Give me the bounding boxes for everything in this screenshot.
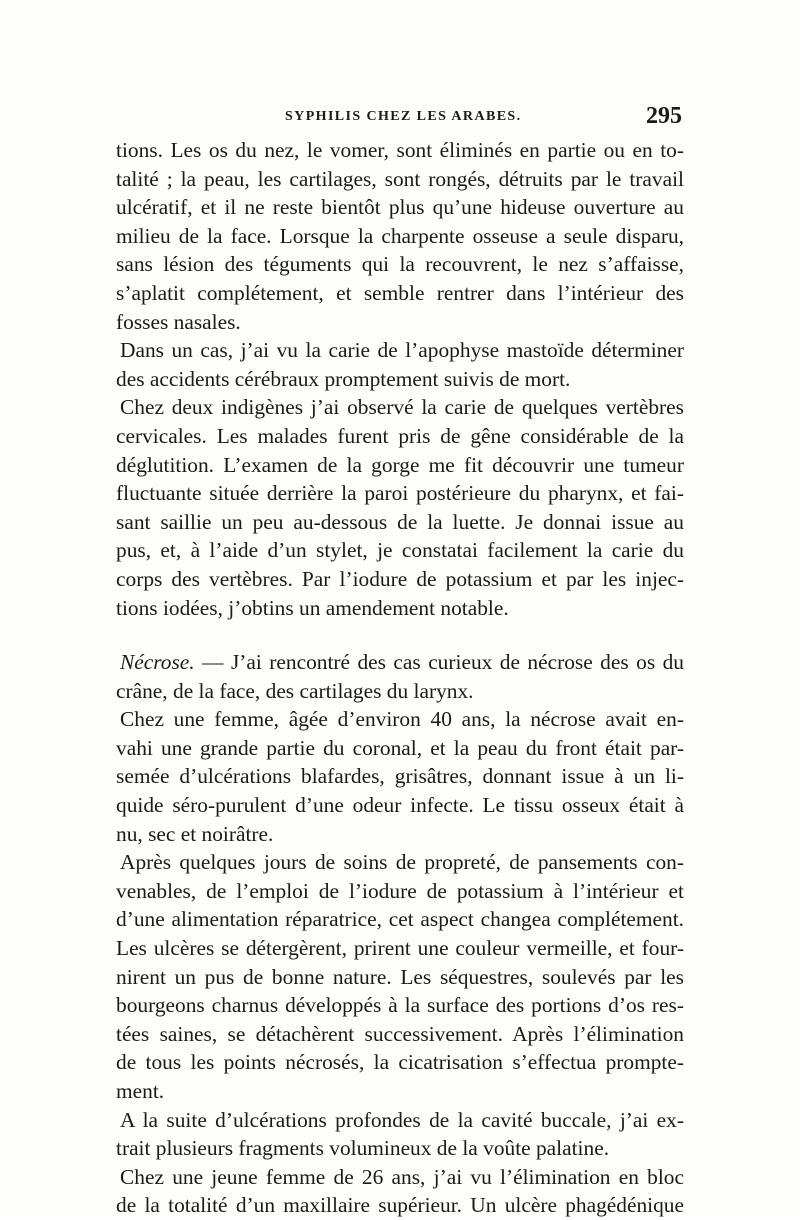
paragraph: [116, 336, 684, 393]
section-lead: Nécrose.: [120, 650, 195, 675]
text-line: de tous les points nécrosés, la cicatrisation s’effectua prompte-: [116, 1050, 684, 1075]
paragraph: [116, 848, 684, 1105]
text-line: quide séro-purulent d’une odeur infecte. Le tissu osseux était à: [116, 793, 684, 818]
text-line: sant saillie un peu au-dessous de la luette. Je donnai issue au: [116, 509, 684, 534]
text-line: bourgeons charnus développés à la surface des portions d’os res-: [116, 993, 684, 1018]
text-line: corps des vertèbres. Par l’iodure de potassium et par les injec-: [116, 566, 684, 591]
paragraph: [116, 1106, 684, 1163]
text-line: venables, de l’emploi de l’iodure de potassium à l’intérieur et: [116, 878, 684, 903]
text-line: déglutition. L’examen de la gorge me fit découvrir une tumeur: [116, 452, 684, 477]
text-line: fosses nasales.: [116, 309, 241, 334]
text-line: crâne, de la face, des cartilages du larynx.: [116, 678, 474, 703]
text-line: trait plusieurs fragments volumineux de la voûte palatine.: [116, 1136, 610, 1161]
paragraph: [116, 1163, 684, 1220]
paragraph: [116, 648, 684, 705]
text-line: tées saines, se détachèrent successivement. Après l’élimination: [116, 1021, 684, 1046]
text-line: pus, et, à l’aide d’un stylet, je constatai facilement la carie du: [116, 538, 684, 563]
text-line: ment.: [116, 1079, 165, 1103]
text-line: [116, 648, 684, 677]
text-line: sans lésion des téguments qui la recouvrent, le nez s’affaisse,: [116, 252, 684, 277]
paragraph: [116, 136, 684, 336]
text-line: ulcératif, et il ne reste bientôt plus qu’une hideuse ouverture au: [116, 195, 684, 220]
text-line: fluctuante située derrière la paroi postérieure du pharynx, et fai-: [116, 481, 684, 506]
text-line: Après quelques jours de soins de propreté, de pansements con-: [120, 850, 684, 875]
text-line: vahi une grande partie du coronal, et la peau du front était par-: [116, 735, 684, 760]
text-line: Chez deux indigènes j’ai observé la carie de quelques vertèbres: [120, 395, 684, 420]
text-line: Chez une jeune femme de 26 ans, j’ai vu l’élimination en bloc: [120, 1164, 684, 1189]
text-line: d’une alimentation réparatrice, cet aspect changea complétement.: [116, 907, 684, 932]
text-line: cervicales. Les malades furent pris de gêne considérable de la: [116, 423, 684, 448]
text-line: Les ulcères se détergèrent, prirent une couleur vermeille, et four-: [116, 936, 684, 961]
text-line: talité ; la peau, les cartilages, sont rongés, détruits par le travail: [116, 166, 684, 191]
text-line: des accidents cérébraux promptement suivis de mort.: [116, 366, 571, 391]
text-line: nirent un pus de bonne nature. Les séquestres, soulevés par les: [116, 964, 684, 989]
body-text: [116, 136, 684, 1220]
section-gap: [116, 622, 684, 648]
text-span: — J’ai rencontré des cas curieux de nécrose des os du: [194, 650, 684, 675]
text-line: tions iodées, j’obtins un amendement notable.: [116, 595, 509, 620]
text-line: Chez une femme, âgée d’environ 40 ans, la nécrose avait en-: [120, 707, 684, 732]
page-number: 295: [646, 103, 682, 129]
paragraph: [116, 393, 684, 622]
text-line: A la suite d’ulcérations profondes de la cavité buccale, j’ai ex-: [120, 1107, 684, 1132]
paragraph: [116, 705, 684, 848]
text-line: tions. Les os du nez, le vomer, sont éliminés en partie ou en to-: [116, 138, 684, 162]
text-line: s’aplatit complétement, et semble rentrer dans l’intérieur des: [116, 280, 684, 305]
text-line: de la totalité d’un maxillaire supérieur. Un ulcère phagédénique: [116, 1193, 684, 1218]
text-line: nu, sec et noirâtre.: [116, 821, 274, 846]
running-title: SYPHILIS CHEZ LES ARABES.: [285, 109, 522, 124]
text-line: semée d’ulcérations blafardes, grisâtres, donnant issue à un li-: [116, 764, 684, 789]
page-header: [120, 103, 682, 131]
text-line: milieu de la face. Lorsque la charpente osseuse a seule disparu,: [116, 223, 684, 248]
text-line: Dans un cas, j’ai vu la carie de l’apophyse mastoïde déterminer: [120, 338, 684, 363]
